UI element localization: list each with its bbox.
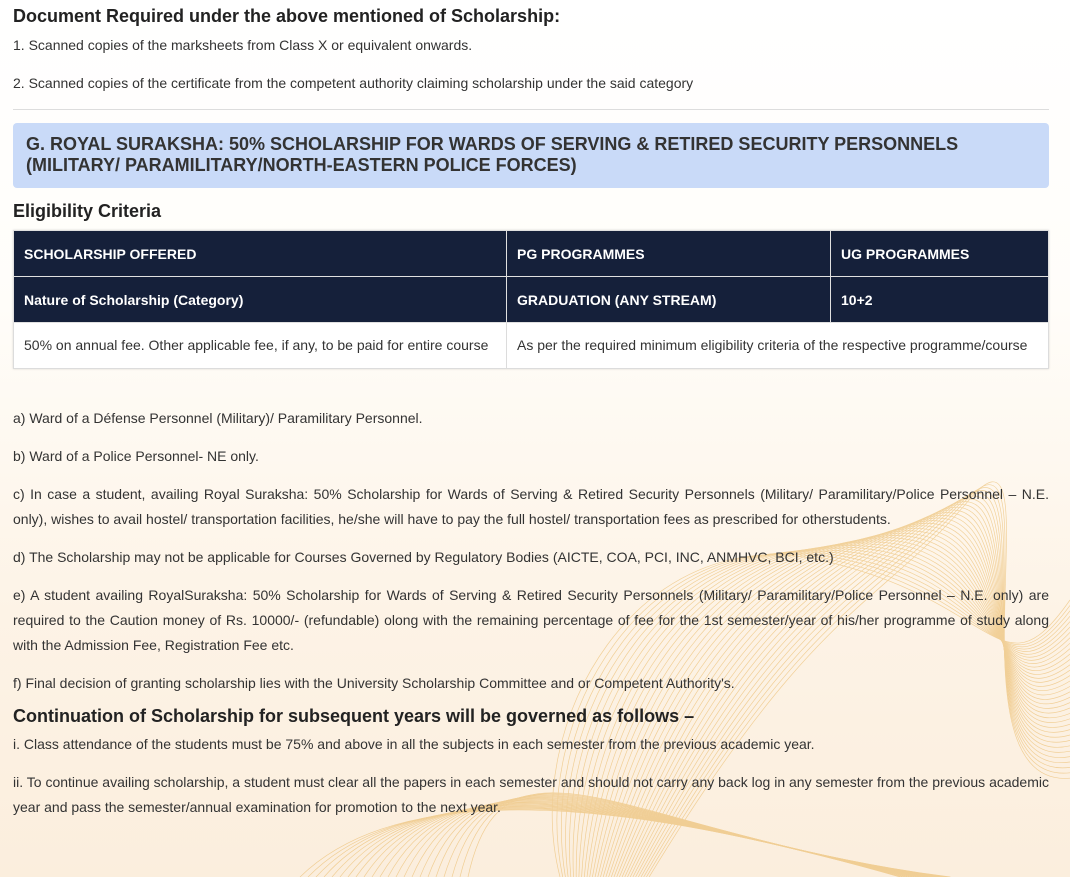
eligibility-heading: Eligibility Criteria (13, 201, 162, 221)
section-divider (13, 109, 1049, 110)
table-header-cell: UG PROGRAMMES (831, 231, 1049, 277)
table-header-cell: GRADUATION (ANY STREAM) (507, 277, 831, 323)
continuation-item: ii. To continue availing scholarship, a student must clear all the papers in each semester and should not carry any back log in any semester from the previous academic year and pass the semester/annual examination for promotion to the next year. (13, 774, 1049, 815)
scholarship-title-banner: G. ROYAL SURAKSHA: 50% SCHOLARSHIP FOR WARDS OF SERVING & RETIRED SECURITY PERSONNELS (MILITARY/ PARAMILITARY/NORTH-EASTERN POLICE FORCES) (13, 123, 1049, 188)
table-cell: 50% on annual fee. Other applicable fee, if any, to be paid for entire course (14, 323, 507, 369)
table-cell: As per the required minimum eligibility criteria of the respective programme/course (507, 323, 1049, 369)
continuation-item: i. Class attendance of the students must be 75% and above in all the subjects in each semester from the previous academic year. (13, 736, 815, 752)
table-header-row (14, 231, 1049, 277)
documents-heading: Document Required under the above mentioned of Scholarship: (13, 6, 561, 26)
table-header-cell: SCHOLARSHIP OFFERED (14, 231, 507, 277)
table-header-cell: PG PROGRAMMES (507, 231, 831, 277)
table-header-cell: Nature of Scholarship (Category) (14, 277, 507, 323)
condition-item: e) A student availing RoyalSuraksha: 50% Scholarship for Wards of Serving & Retired Security Personnels (Military/ Paramilitary/Police Personnel – N.E. only) are required to the Caution money of Rs. 10000/- (refundable) olong with the remaining percentage of fee for the 1st semester/year of his/her programme of study along with the Admission Fee, Registration Fee etc. (13, 587, 1049, 653)
condition-item: d) The Scholarship may not be applicable for Courses Governed by Regulatory Bodies (AICTE, COA, PCI, INC, ANMHVC, BCI, etc.) (13, 549, 834, 565)
eligibility-table (13, 230, 1049, 369)
document-item: 2. Scanned copies of the certificate from the competent authority claiming scholarship under the said category (13, 75, 694, 91)
conditions-list (13, 406, 1049, 696)
table-header-row (14, 277, 1049, 323)
condition-item: b) Ward of a Police Personnel- NE only. (13, 448, 259, 464)
condition-item: a) Ward of a Défense Personnel (Military)/ Paramilitary Personnel. (13, 410, 423, 426)
continuation-heading: Continuation of Scholarship for subsequent years will be governed as follows – (13, 706, 695, 726)
table-header-cell: 10+2 (831, 277, 1049, 323)
document-item: 1. Scanned copies of the marksheets from Class X or equivalent onwards. (13, 37, 473, 53)
table-row (14, 323, 1049, 369)
condition-item: c) In case a student, availing Royal Suraksha: 50% Scholarship for Wards of Serving & Retired Security Personnels (Military/ Paramilitary/Police Personnel – N.E. only), wishes to avail hostel/ transportation facilities, he/she will have to pay the full hostel/ transportation fees as prescribed for otherstudents. (13, 486, 1049, 527)
condition-item: f) Final decision of granting scholarship lies with the University Scholarship Committee and or Competent Authority's. (13, 675, 735, 691)
